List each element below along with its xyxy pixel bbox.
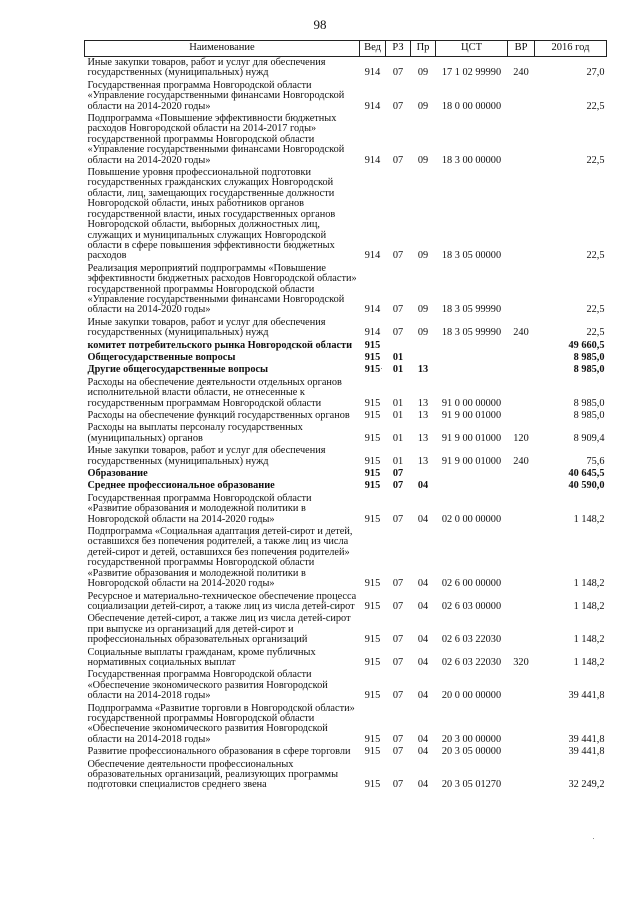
row-pr: 04 (417, 578, 429, 590)
row-ved: 915 (364, 480, 381, 492)
row-cst: 18 3 05 99990 (441, 304, 502, 316)
row-pr: 04 (417, 690, 429, 702)
row-sum: 1 148,2 (573, 634, 605, 646)
row-rz: 07 (392, 250, 404, 262)
row-pr: 04 (417, 480, 429, 492)
row-vr: 120 (513, 432, 529, 444)
row-vr (508, 591, 535, 614)
row-vr (508, 80, 535, 113)
row-name: Государственная программа Новгородской области «Управление государственными финансами Новгородской области на 2014-2020 годы» (87, 79, 345, 112)
row-sum: 1 148,2 (573, 600, 605, 612)
row-vr (508, 493, 535, 526)
scan-speck (593, 838, 594, 839)
row-sum: 1 148,2 (573, 513, 605, 525)
row-pr: 04 (417, 746, 429, 758)
row-ved: 915 (364, 455, 381, 467)
table-row (85, 480, 607, 492)
row-vr (508, 364, 535, 376)
row-vr (508, 480, 535, 492)
row-pr: 09 (417, 154, 429, 166)
row-pr: 09 (417, 100, 429, 112)
row-rz: 07 (392, 634, 404, 646)
row-sum: 75,6 (586, 455, 605, 467)
row-cst: 20 0 00 00000 (441, 690, 502, 702)
row-sum: 1 148,2 (573, 578, 605, 590)
table-row (85, 647, 607, 670)
row-name: Подпрограмма «Социальная адаптация детей-сирот и детей, оставшихся без попечения родителей, а также лиц из числа детей-сирот и детей, оставшихся без попечения родителей» государственной программы Новгородской области «Развитие образования и молодежной политики в Новгородской области на 2014-2020 годы» (87, 526, 353, 590)
row-ved: 915 (364, 600, 381, 612)
row-pr: 04 (417, 779, 429, 791)
table-row (85, 746, 607, 758)
row-name: Государственная программа Новгородской области «Развитие образования и молодежной политики в Новгородской области на 2014-2020 годы» (87, 492, 312, 525)
table-row (85, 445, 607, 468)
row-pr: 09 (417, 304, 429, 316)
row-name: Расходы на обеспечение деятельности отдельных органов исполнительной власти области, не отнесенные к государственным программам Новгородской области (87, 376, 342, 409)
row-vr (508, 468, 535, 480)
row-cst: 02 0 00 00000 (441, 513, 502, 525)
row-pr: 13 (417, 364, 429, 376)
row-ved: 914 (364, 304, 381, 316)
row-cst: 18 3 00 00000 (441, 154, 502, 166)
row-cst: 20 3 05 01270 (441, 779, 502, 791)
row-cst: 18 0 00 00000 (441, 100, 502, 112)
row-sum: 22,5 (586, 304, 605, 316)
table-row (85, 410, 607, 422)
row-rz: 01 (392, 432, 404, 444)
row-rz: 01 (392, 351, 404, 363)
row-ved: 915 (364, 779, 381, 791)
table-row (85, 468, 607, 480)
row-rz: 07 (392, 578, 404, 590)
row-rz: 07 (392, 154, 404, 166)
row-sum: 22,5 (586, 327, 605, 339)
row-vr (508, 613, 535, 646)
table-row (85, 703, 607, 747)
row-rz: 07 (392, 733, 404, 745)
row-sum: 22,5 (586, 154, 605, 166)
page-number: 98 (313, 17, 327, 32)
row-sum: 39 441,8 (568, 746, 605, 758)
row-sum: 8 985,0 (573, 351, 605, 363)
row-pr: 13 (417, 410, 429, 421)
row-pr (411, 340, 436, 352)
row-rz: 07 (392, 67, 404, 79)
table-row (85, 317, 607, 340)
row-rz: 07 (392, 327, 404, 339)
row-name: Развитие профессионального образования в сфере торговли (87, 746, 351, 758)
row-cst: 91 0 00 00000 (441, 397, 502, 409)
row-rz: 01 (392, 455, 404, 467)
row-cst: 17 1 02 99990 (441, 67, 502, 79)
row-sum: 8 985,0 (573, 364, 605, 376)
row-ved: 915 (364, 578, 381, 590)
row-rz: 07 (392, 304, 404, 316)
row-name: Расходы на обеспечение функций государственных органов (87, 410, 350, 421)
row-pr: 13 (417, 455, 429, 467)
row-cst: 02 6 03 00000 (441, 600, 502, 612)
row-ved: 915 (364, 468, 381, 480)
row-ved: 915 (364, 634, 381, 646)
row-vr (508, 377, 535, 410)
row-cst: 18 3 05 99990 (441, 327, 502, 339)
table-row (85, 422, 607, 445)
row-ved: 915 (364, 746, 381, 758)
row-name: Обеспечение деятельности профессиональных образовательных организаций, реализующих программы подготовки специалистов среднего звена (87, 758, 338, 791)
table-row (85, 263, 607, 317)
row-name: Ресурсное и материально-техническое обеспечение процесса социализации детей-сирот, а также лиц из числа детей-сирот (87, 590, 357, 612)
row-name: Расходы на выплаты персоналу государственных (муниципальных) органов (87, 422, 303, 444)
row-rz: 01 (392, 410, 404, 421)
table-row (85, 352, 607, 364)
row-vr: 320 (513, 656, 529, 668)
row-ved: 915 (364, 733, 381, 745)
row-cst (436, 468, 508, 480)
row-ved: 915 (364, 432, 381, 444)
row-vr (508, 526, 535, 590)
table-row (85, 669, 607, 702)
row-pr: 04 (417, 600, 429, 612)
row-pr: 13 (417, 397, 429, 409)
table-row (85, 591, 607, 614)
row-name: Подпрограмма «Повышение эффективности бюджетных расходов Новгородской области на 2014-2017 годы» государственной программы Новгородской области «Управление государственными финансами Новгородской области на 2014-2020 годы» (87, 113, 345, 166)
budget-table (84, 40, 607, 792)
row-vr (508, 352, 535, 364)
row-sum: 40 645,5 (568, 468, 605, 480)
row-ved: 914 (364, 154, 381, 166)
row-vr: 240 (513, 455, 529, 467)
row-pr (411, 468, 436, 480)
row-name: Реализация мероприятий подпрограммы «Повышение эффективности бюджетных расходов Новгородской области» государственной программы Новгородской области «Управление государственными финансами Новгородской области на 2014-2020 годы» (87, 262, 357, 316)
row-vr: 240 (513, 67, 529, 79)
row-pr: 04 (417, 634, 429, 646)
table-header (85, 41, 607, 57)
row-ved: 915 (364, 339, 381, 351)
row-cst: 20 3 05 00000 (441, 746, 502, 758)
row-name: Повышение уровня профессиональной подготовки государственных гражданских служащих Новгородской области, лиц, замещающих государственные должности Новгородской области, иных работников органов государственной власти, иных государственных органов Новгородской области, выборных должностных лиц, служащих и муниципальных служащих Новгородской области в сфере повышения эффективности бюджетных расходов (87, 167, 336, 262)
row-rz: 07 (392, 656, 404, 668)
header-sum: 2016 год (535, 41, 607, 57)
row-rz: 07 (392, 690, 404, 702)
row-pr: 09 (417, 67, 429, 79)
row-rz: 07 (392, 480, 404, 492)
row-ved: 915 (364, 690, 381, 702)
row-vr (508, 759, 535, 792)
header-cst: ЦСТ (436, 41, 508, 57)
row-pr: 13 (417, 432, 429, 444)
row-rz (386, 340, 411, 352)
row-cst: 18 3 05 00000 (441, 250, 502, 262)
row-name: Иные закупки товаров, работ и услуг для обеспечения государственных (муниципальных) нужд (87, 57, 326, 79)
row-name: Иные закупки товаров, работ и услуг для обеспечения государственных (муниципальных) нужд (87, 445, 326, 467)
row-rz: 07 (392, 513, 404, 525)
table-row (85, 493, 607, 526)
row-cst: 91 9 00 01000 (441, 455, 502, 467)
table-row (85, 57, 607, 80)
row-ved: 915 (364, 656, 381, 668)
row-sum: 32 249,2 (568, 779, 605, 791)
row-cst (436, 340, 508, 352)
row-name: Социальные выплаты гражданам, кроме публичных нормативных социальных выплат (87, 646, 316, 668)
row-sum: 22,5 (586, 100, 605, 112)
scan-speck (381, 368, 382, 369)
row-ved: 915 (364, 351, 381, 363)
row-ved: 914 (364, 100, 381, 112)
row-ved: 914 (364, 250, 381, 262)
row-sum: 8 985,0 (573, 397, 605, 409)
row-sum: 39 441,8 (568, 733, 605, 745)
row-vr (508, 113, 535, 167)
table-row (85, 167, 607, 263)
row-pr: 04 (417, 513, 429, 525)
row-ved: 914 (364, 67, 381, 79)
row-vr (508, 263, 535, 317)
row-cst: 91 9 00 01000 (441, 410, 502, 421)
row-vr (508, 669, 535, 702)
table-row (85, 340, 607, 352)
row-ved: 915 (364, 410, 381, 421)
table-row (85, 364, 607, 376)
row-rz: 01 (392, 397, 404, 409)
table-row (85, 526, 607, 590)
row-pr: 09 (417, 250, 429, 262)
row-cst (436, 480, 508, 492)
row-sum: 40 590,0 (568, 480, 605, 492)
row-rz: 07 (392, 779, 404, 791)
row-pr: 04 (417, 656, 429, 668)
header-ved: Вед (360, 41, 386, 57)
row-pr (411, 352, 436, 364)
header-vr: ВР (508, 41, 535, 57)
row-rz: 07 (392, 100, 404, 112)
row-name: Обеспечение детей-сирот, а также лиц из числа детей-сирот при выпуске из организаций для детей-сирот и профессиональных образовательных организаций (87, 613, 351, 646)
row-name: комитет потребительского рынка Новгородской области (87, 339, 353, 351)
row-rz: 07 (392, 600, 404, 612)
row-vr: 240 (513, 327, 529, 339)
row-ved: 915 (364, 397, 381, 409)
row-name: Среднее профессиональное образование (87, 480, 275, 492)
table-body (85, 57, 607, 792)
row-ved: 915 (364, 513, 381, 525)
row-vr (508, 746, 535, 758)
row-sum: 49 660,5 (568, 339, 605, 351)
row-vr (508, 340, 535, 352)
table-row (85, 113, 607, 167)
table-row (85, 759, 607, 792)
row-name: Иные закупки товаров, работ и услуг для обеспечения государственных (муниципальных) нужд (87, 316, 326, 339)
row-name: Образование (87, 468, 148, 480)
row-rz: 01 (392, 364, 404, 376)
table-row (85, 80, 607, 113)
row-name: Государственная программа Новгородской области «Обеспечение экономического развития Новгородской области на 2014-2018 годы» (87, 669, 328, 702)
row-sum: 8 909,4 (573, 432, 605, 444)
row-rz: 07 (392, 746, 404, 758)
header-rz: РЗ (386, 41, 411, 57)
row-cst (436, 364, 508, 376)
row-cst: 02 6 03 22030 (441, 634, 502, 646)
row-vr (508, 410, 535, 422)
row-cst: 20 3 00 00000 (441, 733, 502, 745)
row-rz: 07 (392, 468, 404, 480)
row-ved: 915 (364, 364, 381, 376)
row-sum: 1 148,2 (573, 656, 605, 668)
row-sum: 22,5 (586, 250, 605, 262)
header-name: Наименование (85, 41, 360, 57)
row-sum: 39 441,8 (568, 690, 605, 702)
header-pr: Пр (411, 41, 436, 57)
row-sum: 27,0 (586, 67, 605, 79)
row-cst (436, 352, 508, 364)
row-ved: 914 (364, 327, 381, 339)
row-cst: 02 6 00 00000 (441, 578, 502, 590)
row-pr: 04 (417, 733, 429, 745)
row-vr (508, 703, 535, 747)
table-row (85, 377, 607, 410)
row-name: Общегосударственные вопросы (87, 351, 236, 363)
row-sum: 8 985,0 (573, 410, 605, 421)
row-vr (508, 167, 535, 263)
row-cst: 02 6 03 22030 (441, 656, 502, 668)
table-row (85, 613, 607, 646)
row-pr: 09 (417, 327, 429, 339)
row-name: Подпрограмма «Развитие торговли в Новгородской области» государственной программы Новгородской области «Обеспечение экономического развития Новгородской области на 2014-2018 годы» (87, 702, 355, 745)
row-name: Другие общегосударственные вопросы (87, 364, 269, 376)
row-cst: 91 9 00 01000 (441, 432, 502, 444)
